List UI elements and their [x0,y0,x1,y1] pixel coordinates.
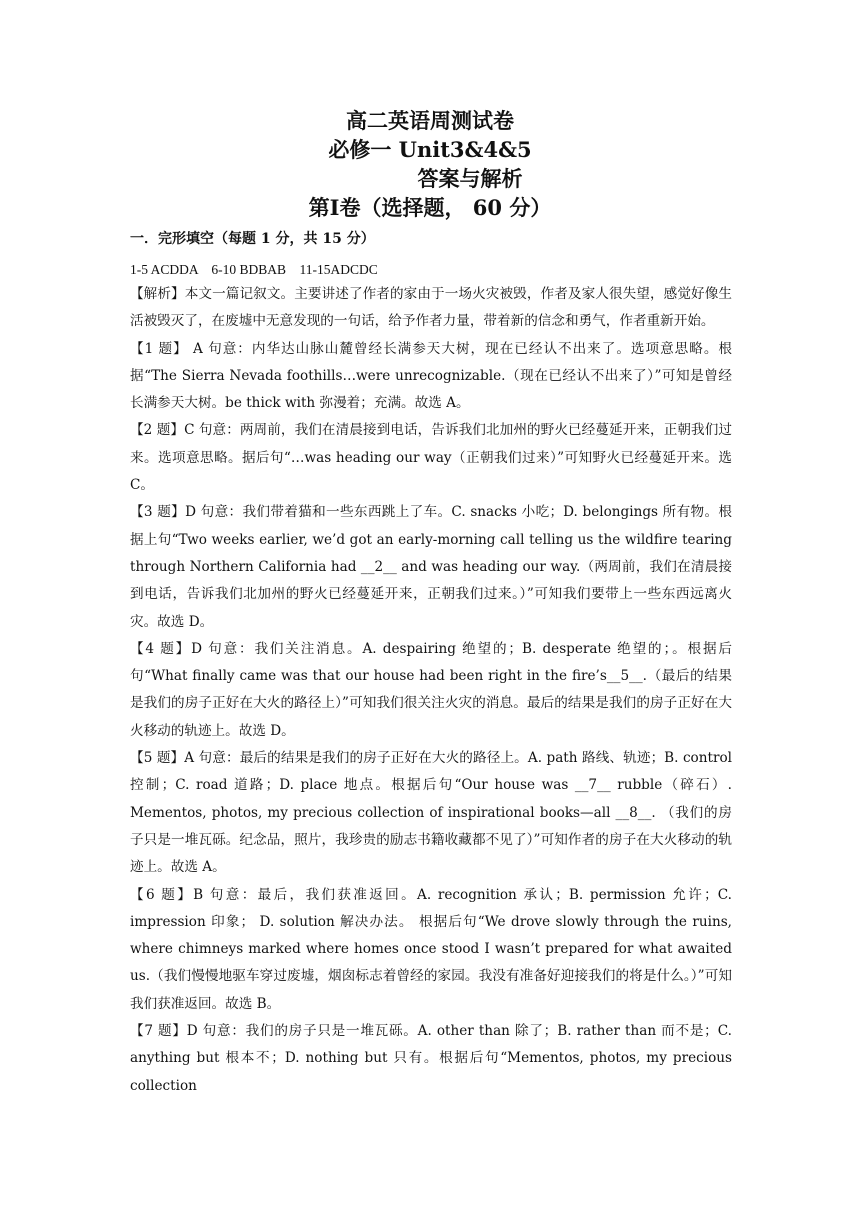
explanation-paragraph: 【7 题】D 句意：我们的房子只是一堆瓦砾。A. other than 除了；B. rather than 而不是；C. anything but 根本不；D. nothing but 只有。根据后句“Mementos, photos, my precious collection [130,1023,732,1094]
explanation-paragraph: 【4 题】D 句意：我们关注消息。A. despairing 绝望的；B. desperate 绝望的；。根据后句“What finally came was that our house had been right in the fire’s__5__.（最后的结果是我们的房子正好在大火的路径上）”可知我们很关注火灾的消息。最后的结果是我们的房子正好在大火移动的轨迹上。故选 D。 [130,640,732,739]
document-title: 高二英语周测试卷 [346,108,514,133]
part-heading: 第Ⅰ卷（选择题， 60 分） [308,195,552,220]
explanation-paragraph: 【3 题】D 句意：我们带着猫和一些东西跳上了车。C. snacks 小吃；D. belongings 所有物。根据上句“Two weeks earlier, we’d got an early-morning call telling us the wildfire tearing through Northern California had __2__ and was heading our way.（两周前，我们在清晨接到电话，告诉我们北加州的野火已经蔓延开来，正朝我们过来。）”可知我们要带上一些东西远离火灾。故选 D。 [130,504,732,630]
explanation-body [130,281,732,1100]
document-subtitle: 必修一 Unit3&4&5 [328,137,532,162]
section-heading: 一．完形填空（每题 1 分，共 15 分） [130,231,375,247]
explanation-paragraph: 【1 题】 A 句意：内华达山脉山麓曾经长满参天大树，现在已经认不出来了。选项意思略。根据“The Sierra Nevada foothills…were unrecognizable.（现在已经认不出来了）”可知是曾经长满参天大树。be thick with 弥漫着；充满。故选 A。 [130,340,732,412]
explanation-paragraph: 【2 题】C 句意：两周前，我们在清晨接到电话，告诉我们北加州的野火已经蔓延开来，正朝我们过来。选项意思略。据后句“…was heading our way（正朝我们过来）”可知野火已经蔓延开来。选 C。 [130,422,732,494]
answer-key-heading: 答案与解析 [417,166,523,191]
explanation-paragraph: 【解析】本文一篇记叙文。主要讲述了作者的家由于一场火灾被毁，作者及家人很失望，感觉好像生活被毁灭了，在废墟中无意发现的一句话，给予作者力量，带着新的信念和勇气，作者重新开始。 [130,286,732,330]
explanation-paragraph: 【5 题】A 句意：最后的结果是我们的房子正好在大火的路径上。A. path 路线、轨迹；B. control 控制；C. road 道路；D. place 地点。根据后句“Our house was __7__ rubble（碎石）. Mementos, photos, my precious collection of inspirational books—all __8__. （我们的房子只是一堆瓦砾。纪念品，照片，我珍贵的励志书籍收藏都不见了）”可知作者的房子在大火移动的轨迹上。故选 A。 [130,750,732,876]
explanation-paragraph: 【6 题】B 句意：最后，我们获准返回。A. recognition 承认；B. permission 允许；C. impression 印象； D. solution 解决办法。 根据后句“We drove slowly through the ruins, where chimneys marked where homes once stood I wasn’t prepared for what awaited us.（我们慢慢地驱车穿过废墟，烟囱标志着曾经的家园。我没有准备好迎接我们的将是什么。）”可知我们获准返回。故选 B。 [130,886,732,1012]
answer-list: 1-5 ACDDA 6-10 BDBAB 11-15ADCDC [130,262,378,277]
